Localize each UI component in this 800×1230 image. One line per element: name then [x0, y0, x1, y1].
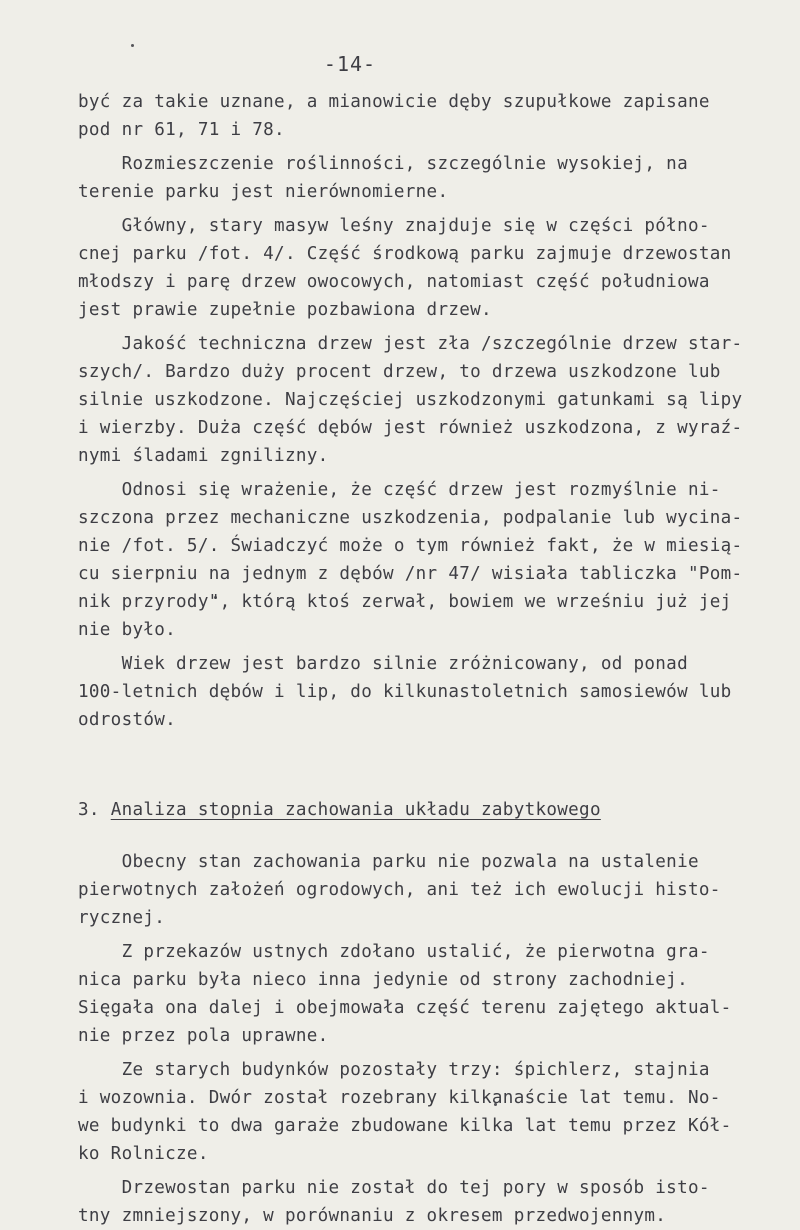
text-line: nik przyrody", którą ktoś zerwał, bowiem we wrześniu już jej: [78, 592, 732, 612]
text-line: nie było.: [78, 620, 177, 640]
text-line: Główny, stary masyw leśny znajduje się w części półno-: [78, 216, 710, 236]
text-line: ko Rolnicze.: [78, 1144, 209, 1164]
section-number: 3.: [78, 800, 111, 820]
text-line: jest prawie zupełnie pozbawiona drzew.: [78, 300, 492, 320]
text-line: odrostów.: [78, 710, 177, 730]
text-line: pierwotnych założeń ogrodowych, ani też ich ewolucji histo-: [78, 880, 721, 900]
text-line: szych/. Bardzo duży procent drzew, to drzewa uszkodzone lub: [78, 362, 721, 382]
text-line: pod nr 61, 71 i 78.: [78, 120, 285, 140]
text-line: cnej parku /fot. 4/. Część środkową parku zajmuje drzewostan: [78, 244, 732, 264]
text-line: tny zmniejszony, w porównaniu z okresem przedwojennym.: [78, 1206, 667, 1226]
paragraph: [78, 938, 778, 1050]
paragraph: [78, 848, 778, 932]
paragraph: [78, 88, 778, 144]
text-line: 100-letnich dębów i lip, do kilkunastoletnich samosiewów lub: [78, 682, 732, 702]
text-line: Jakość techniczna drzew jest zła /szczególnie drzew star-: [78, 334, 743, 354]
text-line: i wierzby. Duża część dębów jest również uszkodzona, z wyraź-: [78, 418, 743, 438]
text-line: nie /fot. 5/. Świadczyć może o tym również fakt, że w miesią-: [78, 536, 743, 556]
text-line: nie przez pola uprawne.: [78, 1026, 329, 1046]
text-line: szczona przez mechaniczne uszkodzenia, podpalanie lub wycina-: [78, 508, 743, 528]
text-line: Ze starych budynków pozostały trzy: śpichlerz, stajnia: [78, 1060, 710, 1080]
text-line: rycznej.: [78, 908, 166, 928]
text-line: Wiek drzew jest bardzo silnie zróżnicowany, od ponad: [78, 654, 688, 674]
paragraph: [78, 650, 778, 734]
text-line: nymi śladami zgnilizny.: [78, 446, 329, 466]
section-heading: [78, 796, 778, 824]
section-title: Analiza stopnia zachowania układu zabytkowego: [110, 800, 601, 820]
text-block-top: [78, 88, 778, 734]
text-line: być za takie uznane, a mianowicie dęby szupułkowe zapisane: [78, 92, 710, 112]
text-line: Obecny stan zachowania parku nie pozwala na ustalenie: [78, 852, 699, 872]
text-line: silnie uszkodzone. Najczęściej uszkodzonymi gatunkami są lipy: [78, 390, 743, 410]
text-line: i wozownia. Dwór został rozebrany kilkanaście lat temu. No-: [78, 1088, 721, 1108]
text-line: nica parku była nieco inna jedynie od strony zachodniej.: [78, 970, 688, 990]
page-number: -14-: [323, 52, 377, 76]
text-line: Sięgała ona dalej i obejmowała część terenu zajętego aktual-: [78, 998, 732, 1018]
text-line: terenie parku jest nierównomierne.: [78, 182, 449, 202]
paragraph: [78, 150, 778, 206]
text-line: Odnosi się wrażenie, że część drzew jest rozmyślnie ni-: [78, 480, 721, 500]
text-line: we budynki to dwa garaże zbudowane kilka lat temu przez Kół-: [78, 1116, 732, 1136]
text-line: Z przekazów ustnych zdołano ustalić, że pierwotna gra-: [78, 942, 710, 962]
text-line: Drzewostan parku nie został do tej pory w sposób isto-: [78, 1178, 710, 1198]
document-body: [78, 88, 778, 1230]
paragraph: [78, 212, 778, 324]
paragraph: [78, 1056, 778, 1168]
paragraph: [78, 476, 778, 644]
text-line: młodszy i parę drzew owocowych, natomiast część południowa: [78, 272, 710, 292]
paragraph: [78, 330, 778, 470]
text-line: Rozmieszczenie roślinności, szczególnie wysokiej, na: [78, 154, 688, 174]
text-line: cu sierpniu na jednym z dębów /nr 47/ wisiała tabliczka "Pom-: [78, 564, 743, 584]
text-block-bottom: [78, 848, 778, 1230]
paragraph: [78, 1174, 778, 1230]
